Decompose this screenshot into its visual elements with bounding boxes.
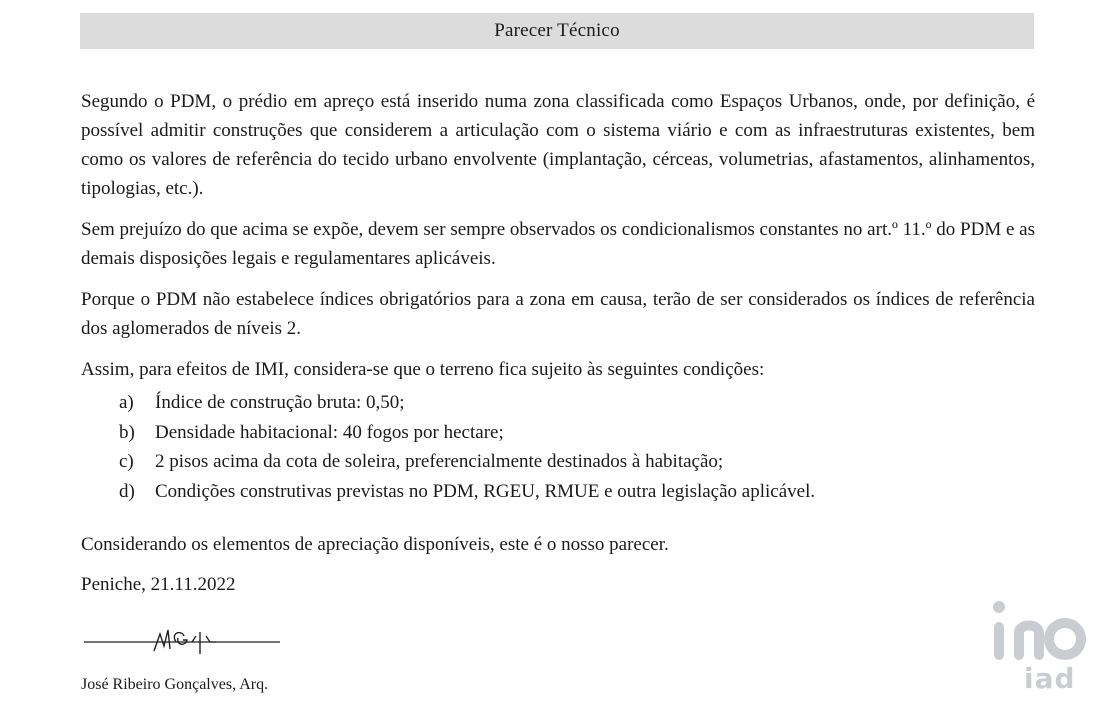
document-body [81,87,1035,599]
list-item-text: Índice de construção bruta: 0,50; [155,392,405,413]
paragraph-zoning: Segundo o PDM, o prédio em apreço está inserido numa zona classificada como Espaços Urbanos, onde, por definição, é possível admitir construções que considerem a articulação com o sistema viário e com as infraestruturas existentes, bem como os valores de referência do tecido urbano envolvente (implantação, cérceas, volumetrias, afastamentos, alinhamentos, tipologias, etc.). [81,91,1035,199]
iad-logo-text: iad [1024,662,1076,695]
list-marker: a) [119,392,134,413]
handwritten-signature [84,622,284,666]
paragraph-reference-indices: Porque o PDM não estabelece índices obrigatórios para a zona em causa, terão de ser considerados os índices de referência dos aglomerados de níveis 2. [81,289,1035,339]
list-item-text: Condições construtivas previstas no PDM, RGEU, RMUE e outra legislação aplicável. [155,480,816,502]
closing-statement: Considerando os elementos de apreciação disponíveis, este é o nosso parecer. [81,534,669,555]
list-item [81,418,1035,448]
list-item [81,388,1035,418]
list-marker: c) [119,451,134,472]
document-title: Parecer Técnico [494,20,620,41]
paragraph-conditions-note: Sem prejuízo do que acima se expõe, devem ser sempre observados os condicionalismos constantes no art.º 11.º do PDM e as demais disposições legais e regulamentares aplicáveis. [81,219,1035,269]
list-item-text: Densidade habitacional: 40 fogos por hectare; [155,421,504,443]
signer-name: José Ribeiro Gonçalves, Arq. [81,676,269,693]
list-item [81,477,1035,507]
list-item [81,447,1035,477]
list-marker: d) [119,480,135,502]
place-date: Peniche, 21.11.2022 [81,574,236,595]
list-marker: b) [119,421,135,443]
list-item-text: 2 pisos acima da cota de soleira, preferencialmente destinados à habitação; [155,451,724,472]
document-title-bar [80,13,1034,49]
conditions-list [81,388,1035,506]
paragraph-imi-intro: Assim, para efeitos de IMI, considera-se que o terreno fica sujeito às seguintes condições: [81,359,765,380]
